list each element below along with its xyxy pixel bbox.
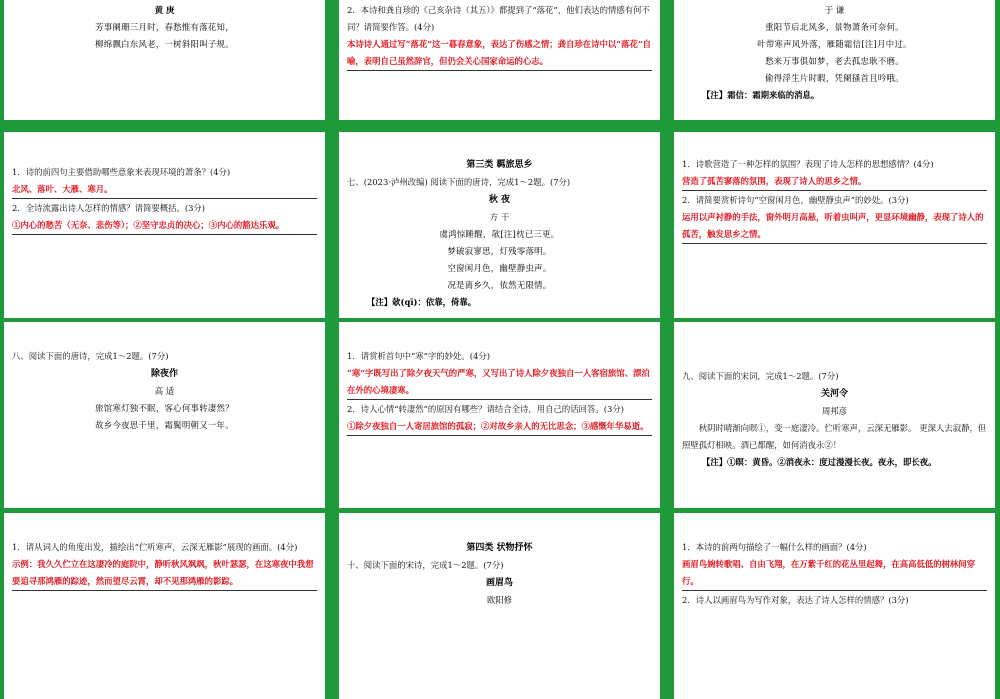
poem-line: 芳事阑珊三月时，春愁惟有落花知，	[95, 22, 234, 32]
poem-line: 旅馆寒灯独不眠，客心何事转凄然？	[95, 403, 234, 413]
section-intro: 九、阅读下面的宋词，完成1～2题。(7分)	[682, 371, 839, 381]
question-text: 2．本诗和龚自珍的《己亥杂诗（其五）》都提到了“落花”，他们表达的情感有何不同？请简要作答。(4分)	[347, 5, 650, 32]
panel-poem-qiu-ye	[339, 132, 660, 318]
answer-text: 运用以声衬静的手法，窗外明月高悬，听着虫叫声，更显环境幽静，表现了诗人的孤苦，触发思乡之情。	[682, 209, 987, 244]
poem-title: 秋 夜	[488, 195, 511, 205]
answer-text: 示例：我久久伫立在这凄冷的庭院中，静听秋风飒飒，秋叶瑟瑟，在这寒夜中我想要追寻那鸿雁的踪迹，然而望尽云霄，却不见那鸿雁的影踪。	[12, 556, 317, 591]
answer-text: 北风、落叶、大雁、寒月。	[12, 181, 317, 199]
answer-text: ①除夕夜独自一人寄居旅馆的孤寂；②对故乡亲人的无比思念；③感慨年华易逝。	[347, 418, 652, 436]
poem-title: 除夜作	[150, 369, 178, 379]
question-text: 2．请简要赏析诗句“空窗闲月色，幽壁静虫声”的妙处。(3分)	[682, 195, 909, 205]
poem-title: 关河令	[820, 389, 848, 399]
poet-name: 黄 庚	[154, 5, 175, 15]
panel-poem-yu-qian	[674, 0, 995, 120]
section-intro: 八、阅读下面的唐诗，完成1～2题。(7分)	[12, 351, 169, 361]
panel-poem-huang-geng	[4, 0, 325, 120]
poet-name: 欧阳修	[486, 595, 513, 605]
poem-line: 梦破寂寥思，灯残零落明。	[447, 246, 552, 256]
question-text: 1．诗歌营造了一种怎样的氛围？表现了诗人怎样的思想感情？(4分)	[682, 159, 934, 169]
poem-line: 柳绵飘白东风老，一树斜阳叫子规。	[95, 39, 234, 49]
answer-text: 画眉鸟婉转歌唱、自由飞翔，在万紫千红的花丛里起舞，在高高低低的树林间穿行。	[682, 556, 987, 591]
poem-line: 叶带寒声风外落，雁随霜信[注]月中过。	[757, 39, 912, 49]
category-title: 第四类 状物抒怀	[466, 543, 533, 553]
question-text: 1．请从词人的角度出发，描绘出“伫听寒声，云深无雁影”展现的画面。(4分)	[12, 542, 298, 552]
question-text: 2．全诗流露出诗人怎样的情感？请简要概括。(3分)	[12, 203, 206, 213]
poem-line: 空窗闲月色，幽壁静虫声。	[447, 263, 552, 273]
poet-name: 方 干	[489, 212, 510, 222]
question-text: 2．诗人以画眉鸟为写作对象，表达了诗人怎样的情感？(3分)	[682, 595, 909, 605]
poem-line: 故乡今夜思千里，霜鬓明朝又一年。	[95, 420, 234, 430]
answer-text: 本诗诗人通过写“落花”这一暮春意象，表达了伤感之情；龚自珍在诗中以“落花”自喻，表明自己虽然辞官，但仍会关心国家命运的心志。	[347, 36, 652, 71]
poem-line: 愁来万事俱如梦，老去孤忠耿不磨。	[765, 56, 904, 66]
poet-name: 于 谦	[824, 5, 845, 15]
answer-text: 营造了孤苦寥落的氛围，表现了诗人的思乡之情。	[682, 173, 987, 191]
question-text: 1．诗的前四句主要借助哪些意象来表现环境的萧条？(4分)	[12, 167, 231, 177]
panel-poem-chu-ye-zuo	[4, 322, 325, 508]
category-title: 第三类 羁旅思乡	[466, 160, 533, 170]
question-text: 1．请赏析首句中“寒”字的妙处。(4分)	[347, 351, 491, 361]
answer-text: ①内心的愁苦（无奈、悲伤等）；②坚守忠贞的决心；③内心的豁达乐观。	[12, 217, 317, 235]
panel-questions-qiu-ye	[674, 132, 995, 318]
poem-line: 况是离乡久，依然无限情。	[447, 280, 552, 290]
section-intro: 七、(2023·泸州改编) 阅读下面的唐诗，完成1～2题。(7分)	[347, 177, 571, 187]
poem-line: 偷得浮生片时暇，凭阑搔首且吟哦。	[765, 73, 904, 83]
poem-line: 重阳节后北风多，景物萧条可奈何。	[765, 22, 904, 32]
poet-name: 周邦彦	[821, 406, 848, 416]
answer-text: “寒”字既写出了除夕夜天气的严寒，又写出了诗人除夕夜独自一人客宿旅馆、漂泊在外的心境凄寒。	[347, 365, 652, 400]
annotation-note: 【注】欹(qī)：依靠，倚靠。	[367, 297, 477, 307]
poem-body: 秋阴时晴渐向暝①，变一庭凄冷。伫听寒声，云深无雁影。 更深人去寂静，但照壁孤灯相映。酒已都醒，如何消夜永②！	[682, 423, 987, 450]
annotation-note: 【注】霜信：霜期来临的消息。	[702, 90, 820, 100]
annotation-note: 【注】①暝：黄昏。②消夜永：度过漫漫长夜。夜永，即长夜。	[702, 457, 937, 467]
question-text: 2．诗人心情“转凄然”的原因有哪些？请结合全诗，用自己的话回答。(3分)	[347, 404, 625, 414]
panel-questions-guan-he-ling	[4, 513, 325, 699]
poet-name: 高 适	[154, 386, 175, 396]
panel-question-2-luohua	[339, 0, 660, 120]
panel-questions-yu-qian	[4, 132, 325, 318]
question-text: 1．本诗的前两句描绘了一幅什么样的画面？(4分)	[682, 542, 867, 552]
panel-poem-hua-mei-niao	[339, 513, 660, 699]
section-intro: 十、阅读下面的宋诗，完成1～2题。(7分)	[347, 560, 504, 570]
poem-title: 画眉鸟	[485, 578, 513, 588]
panel-questions-hua-mei-niao	[674, 513, 995, 699]
panel-poem-guan-he-ling	[674, 322, 995, 508]
poem-line: 虞鸿惊睡醒，欹[注]枕已三更。	[439, 229, 560, 239]
panel-questions-chu-ye-zuo	[339, 322, 660, 508]
